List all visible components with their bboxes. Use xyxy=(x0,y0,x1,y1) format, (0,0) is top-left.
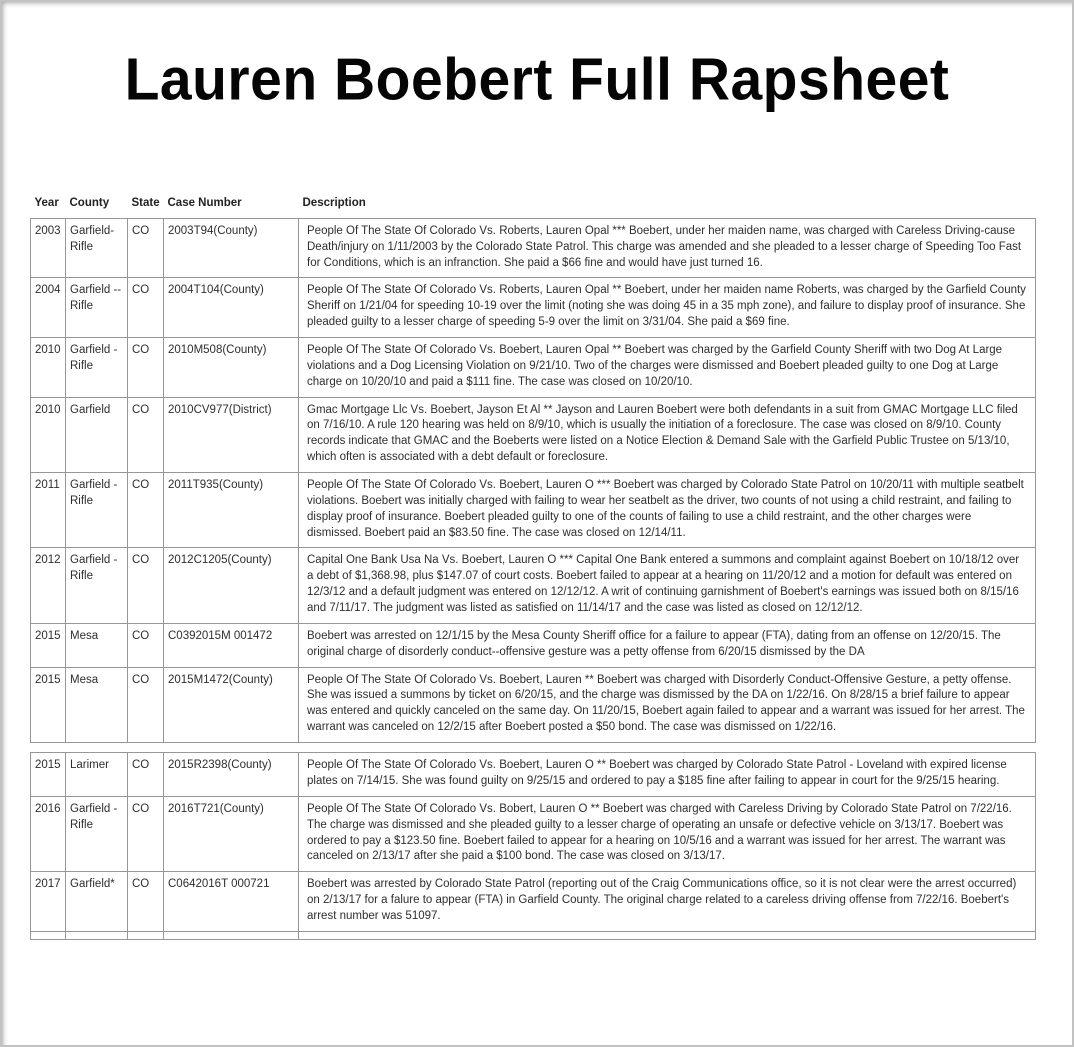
cell-state: CO xyxy=(128,278,164,338)
cell-county: Garfield -- Rifle xyxy=(66,278,128,338)
cell-case-number: C0642016T 000721 xyxy=(164,872,299,932)
cell-state xyxy=(128,931,164,939)
column-header-description: Description xyxy=(302,197,366,209)
cell-description: People Of The State Of Colorado Vs. Roberts, Lauren Opal ** Boebert, under her maiden name Roberts, was charged by the Garfield County Sheriff on 1/21/04 for speeding 10-19 over the limit (noting she was doing 45 in a 35 mph zone), and failure to display proof of insurance. She pleaded guilty to a lesser charge of speeding 5-9 over the limit on 3/31/04. She paid a $69 fine. xyxy=(299,278,1036,338)
table-row xyxy=(31,338,1036,398)
cell-year: 2011 xyxy=(31,473,66,548)
table-row xyxy=(31,872,1036,932)
cell-county: Mesa xyxy=(66,623,128,667)
table-row xyxy=(31,667,1036,742)
table-row xyxy=(31,397,1036,472)
cell-description: Capital One Bank Usa Na Vs. Boebert, Lauren O *** Capital One Bank entered a summons and complaint against Boebert on 10/18/12 over a debt of $1,368.98, plus $147.07 of court costs. Boebert failed to appear at a hearing on 11/20/12 and a motion for default was entered on 12/3/12 and a default judgment was entered on 12/12/12. A writ of continuing garnishment of Boebert's earnings was issued both on 8/15/16 and 7/11/17. The judgment was listed as satisfied on 11/14/17 and the case was listed as closed on 12/12/12. xyxy=(299,548,1036,623)
cell-case-number: 2015R2398(County) xyxy=(164,753,299,797)
table-row xyxy=(31,931,1036,939)
column-header-state: State xyxy=(131,197,160,209)
cell-state: CO xyxy=(128,796,164,871)
table-row xyxy=(31,548,1036,623)
cell-case-number: C0392015M 001472 xyxy=(164,623,299,667)
cell-description: Boebert was arrested by Colorado State Patrol (reporting out of the Craig Communications office, so it is not clear were the arrest occurred) on 2/13/17 for a falure to appear (FTA) in Garfield County. The original charge related to a careless driving offense from 7/22/16. Boebert's arrest number was 51097. xyxy=(299,872,1036,932)
cell-county: Mesa xyxy=(66,667,128,742)
table-row xyxy=(31,796,1036,871)
rapsheet-table-area xyxy=(30,192,1036,940)
cell-county: Garfield- Rifle xyxy=(66,218,128,278)
table-section-gap xyxy=(30,743,1036,752)
column-header-case-number: Case Number xyxy=(167,197,242,209)
cell-description: People Of The State Of Colorado Vs. Boebert, Lauren O ** Boebert was charged by Colorado State Patrol - Loveland with expired license plates on 7/14/15. She was found guilty on 9/25/15 and ordered to pay a $185 fine after failing to appear in court for the 9/25/15 hearing. xyxy=(299,753,1036,797)
cell-state: CO xyxy=(128,872,164,932)
cell-state: CO xyxy=(128,753,164,797)
cell-county: Garfield xyxy=(66,397,128,472)
cell-county: Garfield - Rifle xyxy=(66,796,128,871)
cell-case-number: 2010CV977(District) xyxy=(164,397,299,472)
cell-description: People Of The State Of Colorado Vs. Bobert, Lauren O ** Boebert was charged with Careless Driving by Colorado State Patrol on 7/22/16. The charge was dismissed and she pleaded guilty to a lesser charge of operating an unsafe or defective vehicle on 3/13/17. Boebert was ordered to pay a $123.50 fine. Boebert failed to appear for a hearing on 10/5/16 and a warrant was issued for her arrest. The warrant was canceled on 2/13/17 after she paid a $100 bond. The case was closed on 3/13/17. xyxy=(299,796,1036,871)
cell-description: People Of The State Of Colorado Vs. Boebert, Lauren ** Boebert was charged with Disorderly Conduct-Offensive Gesture, a petty offense. She was issued a summons by ticket on 6/20/15, and the charge was dismissed by the DA on 1/22/16. On 8/28/15 a brief failure to appear was entered and quickly canceled on the same day. On 11/20/15, Boebert again failed to appear and a warrant was issued for her arrest. The warrant was canceled on 12/2/15 after Boebert posted a $50 bond. The case was dismissed on 1/22/16. xyxy=(299,667,1036,742)
cell-year: 2003 xyxy=(31,218,66,278)
cell-state: CO xyxy=(128,548,164,623)
cell-year: 2015 xyxy=(31,623,66,667)
cell-county: Garfield - Rifle xyxy=(66,473,128,548)
cell-case-number: 2004T104(County) xyxy=(164,278,299,338)
table-row xyxy=(31,473,1036,548)
cell-case-number: 2011T935(County) xyxy=(164,473,299,548)
cell-case-number: 2016T721(County) xyxy=(164,796,299,871)
table-row xyxy=(31,218,1036,278)
cell-description: People Of The State Of Colorado Vs. Boebert, Lauren Opal ** Boebert was charged by the Garfield County Sheriff with two Dog At Large violations and a Dog Licensing Violation on 9/21/10. Two of the charges were dismissed and Boebert pleaded guilty to one Dog at Large charge on 10/20/10 and paid a $111 fine. The case was closed on 10/20/10. xyxy=(299,338,1036,398)
cell-year: 2012 xyxy=(31,548,66,623)
cell-year: 2016 xyxy=(31,796,66,871)
cell-county xyxy=(66,931,128,939)
cell-description: People Of The State Of Colorado Vs. Boebert, Lauren O *** Boebert was charged by Colorado State Patrol on 10/20/11 with multiple seatbelt violations. Boebert was initially charged with failing to wear her seatbelt as the driver, two counts of not using a child restraint, and failing to display proof of insurance. Boebert pleaded guilty to one of the counts of failing to use a child restraint, and the other charges were dismissed. Boebert paid an $83.50 fine. The case was closed on 12/14/11. xyxy=(299,473,1036,548)
cell-description: People Of The State Of Colorado Vs. Roberts, Lauren Opal *** Boebert, under her maiden name, was charged with Careless Driving-cause Death/injury on 1/11/2003 by the Colorado State Patrol. This charge was amended and she pleaded to a lesser charge of Speeding Too Fast for Conditions, which is an infranction. She paid a $66 fine and would have just turned 16. xyxy=(299,218,1036,278)
cell-year: 2015 xyxy=(31,667,66,742)
page-title: Lauren Boebert Full Rapsheet xyxy=(124,46,950,114)
cell-description xyxy=(299,931,1036,939)
cell-county: Garfield* xyxy=(66,872,128,932)
column-header-year: Year xyxy=(34,197,59,209)
rapsheet-table-section-1 xyxy=(30,192,1036,743)
cell-year xyxy=(31,931,66,939)
column-header-county: County xyxy=(69,197,110,209)
cell-state: CO xyxy=(128,473,164,548)
table-header-row xyxy=(31,192,1036,218)
cell-case-number: 2003T94(County) xyxy=(164,218,299,278)
cell-year: 2017 xyxy=(31,872,66,932)
cell-case-number: 2015M1472(County) xyxy=(164,667,299,742)
cell-county: Garfield - Rifle xyxy=(66,338,128,398)
cell-state: CO xyxy=(128,397,164,472)
table-row xyxy=(31,753,1036,797)
cell-state: CO xyxy=(128,667,164,742)
cell-description: Boebert was arrested on 12/1/15 by the Mesa County Sheriff office for a failure to appear (FTA), dating from an offense on 12/20/15. The original charge of disorderly conduct--offensive gesture was a petty offense from 6/20/15 dismissed by the DA xyxy=(299,623,1036,667)
cell-state: CO xyxy=(128,338,164,398)
cell-description: Gmac Mortgage Llc Vs. Boebert, Jayson Et Al ** Jayson and Lauren Boebert were both defendants in a suit from GMAC Mortgage LLC filed on 7/16/10. A rule 120 hearing was held on 8/9/10, which is usually the initiation of a foreclosure. The case was closed on 8/9/10. County records indicate that GMAC and the Boeberts were listed on a Notice Election & Demand Sale with the Garfield Public Trustee on 5/13/10, which often is associated with a debt default or foreclosure. xyxy=(299,397,1036,472)
cell-year: 2004 xyxy=(31,278,66,338)
cell-case-number xyxy=(164,931,299,939)
table-row xyxy=(31,278,1036,338)
cell-state: CO xyxy=(128,218,164,278)
table-row xyxy=(31,623,1036,667)
cell-year: 2015 xyxy=(31,753,66,797)
cell-county: Larimer xyxy=(66,753,128,797)
cell-year: 2010 xyxy=(31,338,66,398)
cell-case-number: 2012C1205(County) xyxy=(164,548,299,623)
rapsheet-table-section-2 xyxy=(30,752,1036,940)
cell-case-number: 2010M508(County) xyxy=(164,338,299,398)
cell-county: Garfield - Rifle xyxy=(66,548,128,623)
cell-state: CO xyxy=(128,623,164,667)
cell-year: 2010 xyxy=(31,397,66,472)
